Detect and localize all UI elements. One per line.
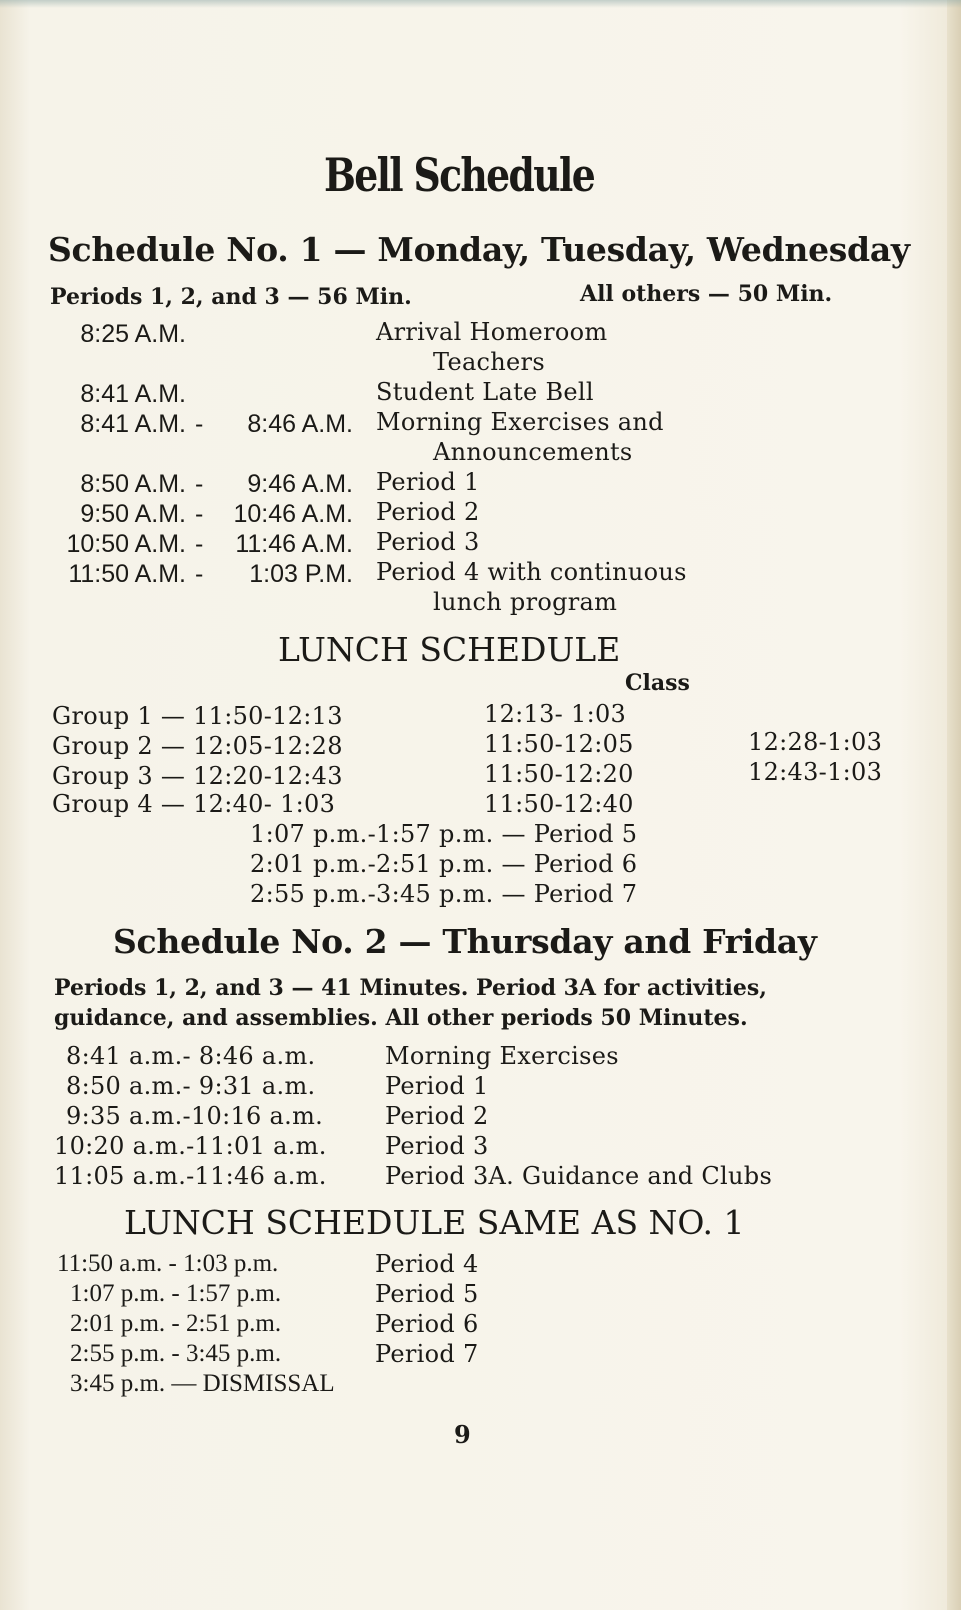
s1-row3-sep: - [195,410,204,438]
lunch-group-3-class: 11:50-12:20 [484,760,634,788]
s1-row3-end: 8:46 A.M. [247,410,353,438]
page-title: Bell Schedule [324,148,595,202]
schedule-2-note-line1: Periods 1, 2, and 3 — 41 Minutes. Period 3A for activities, [54,975,767,1001]
lunch-group-2-class: 11:50-12:05 [484,730,634,758]
s2-row2-time: 8:50 a.m.- 9:31 a.m. [66,1072,316,1100]
s1-row7-start: 11:50 A.M. [68,560,186,588]
s1-row5-sep: - [195,500,204,528]
s2-row3-desc: Period 2 [385,1102,489,1130]
s1-row5-desc: Period 2 [376,498,480,526]
l2-row3-desc: Period 6 [375,1310,479,1338]
schedule-2-note-line2: guidance, and assemblies. All other periods 50 Minutes. [54,1005,748,1031]
l2-row2-desc: Period 5 [375,1280,479,1308]
afternoon-period-6: 2:01 p.m.-2:51 p.m. — Period 6 [250,850,638,878]
l2-row1-time: 11:50 a.m. - 1:03 p.m. [57,1250,279,1277]
s2-row4-desc: Period 3 [385,1132,489,1160]
s1-row1-desc-1: Arrival Homeroom [376,318,608,346]
s1-row4-start: 8:50 A.M. [80,470,186,498]
lunch-group-4-class: 11:50-12:40 [484,790,634,818]
l2-row3-time: 2:01 p.m. - 2:51 p.m. [70,1310,282,1337]
s1-row2-desc: Student Late Bell [376,378,594,406]
page-top-edge [0,0,961,8]
page-edge [947,0,961,1610]
s1-row5-end: 10:46 A.M. [233,500,353,528]
l2-row4-desc: Period 7 [375,1340,479,1368]
lunch-group-2-class-2: 12:28-1:03 [748,728,883,756]
s1-row3-desc-1: Morning Exercises and [376,408,664,436]
lunch-group-3: Group 3 — 12:20-12:43 [52,762,343,790]
s1-row4-desc: Period 1 [376,468,480,496]
dismissal-line: 3:45 p.m. — DISMISSAL [70,1370,335,1397]
s1-row1-start: 8:25 A.M. [80,320,186,348]
afternoon-period-5: 1:07 p.m.-1:57 p.m. — Period 5 [250,820,638,848]
schedule-1-heading: Schedule No. 1 — Monday, Tuesday, Wednesday [48,230,910,269]
s1-row6-end: 11:46 A.M. [235,530,353,558]
lunch-group-2: Group 2 — 12:05-12:28 [52,732,343,760]
s2-row5-desc: Period 3A. Guidance and Clubs [385,1162,773,1190]
s1-row7-desc-2: lunch program [433,588,618,616]
s2-row1-time: 8:41 a.m.- 8:46 a.m. [66,1042,316,1070]
schedule-1-periods-note: Periods 1, 2, and 3 — 56 Min. [50,284,412,310]
lunch-class-label: Class [625,670,690,696]
s2-row5-time: 11:05 a.m.-11:46 a.m. [54,1162,327,1190]
l2-row1-desc: Period 4 [375,1250,479,1278]
s1-row4-sep: - [195,470,204,498]
s2-row1-desc: Morning Exercises [385,1042,619,1070]
s1-row4-end: 9:46 A.M. [247,470,353,498]
s1-row7-sep: - [195,560,204,588]
s1-row3-start: 8:41 A.M. [80,410,186,438]
s1-row2-start: 8:41 A.M. [80,380,186,408]
lunch-schedule-heading: LUNCH SCHEDULE [278,630,621,669]
s1-row5-start: 9:50 A.M. [80,500,186,528]
s1-row6-desc: Period 3 [376,528,480,556]
s1-row1-desc-2: Teachers [433,348,545,376]
schedule-2-heading: Schedule No. 2 — Thursday and Friday [113,922,817,961]
s2-row2-desc: Period 1 [385,1072,489,1100]
s1-row7-desc-1: Period 4 with continuous [376,558,687,586]
s2-row4-time: 10:20 a.m.-11:01 a.m. [54,1132,327,1160]
lunch-group-1-class: 12:13- 1:03 [484,700,627,728]
page-number: 9 [454,1420,471,1449]
afternoon-period-7: 2:55 p.m.-3:45 p.m. — Period 7 [250,880,638,908]
s1-row3-desc-2: Announcements [433,438,633,466]
schedule-1-others-note: All others — 50 Min. [580,281,833,307]
lunch-group-1: Group 1 — 11:50-12:13 [52,702,343,730]
s1-row7-end: 1:03 P.M. [249,560,353,588]
l2-row4-time: 2:55 p.m. - 3:45 p.m. [70,1340,282,1367]
s1-row6-sep: - [195,530,204,558]
l2-row2-time: 1:07 p.m. - 1:57 p.m. [70,1280,282,1307]
s2-row3-time: 9:35 a.m.-10:16 a.m. [66,1102,324,1130]
lunch-group-4: Group 4 — 12:40- 1:03 [52,790,336,818]
lunch-group-3-class-2: 12:43-1:03 [748,758,883,786]
s1-row6-start: 10:50 A.M. [66,530,186,558]
lunch-schedule-2-heading: LUNCH SCHEDULE SAME AS NO. 1 [124,1203,745,1242]
